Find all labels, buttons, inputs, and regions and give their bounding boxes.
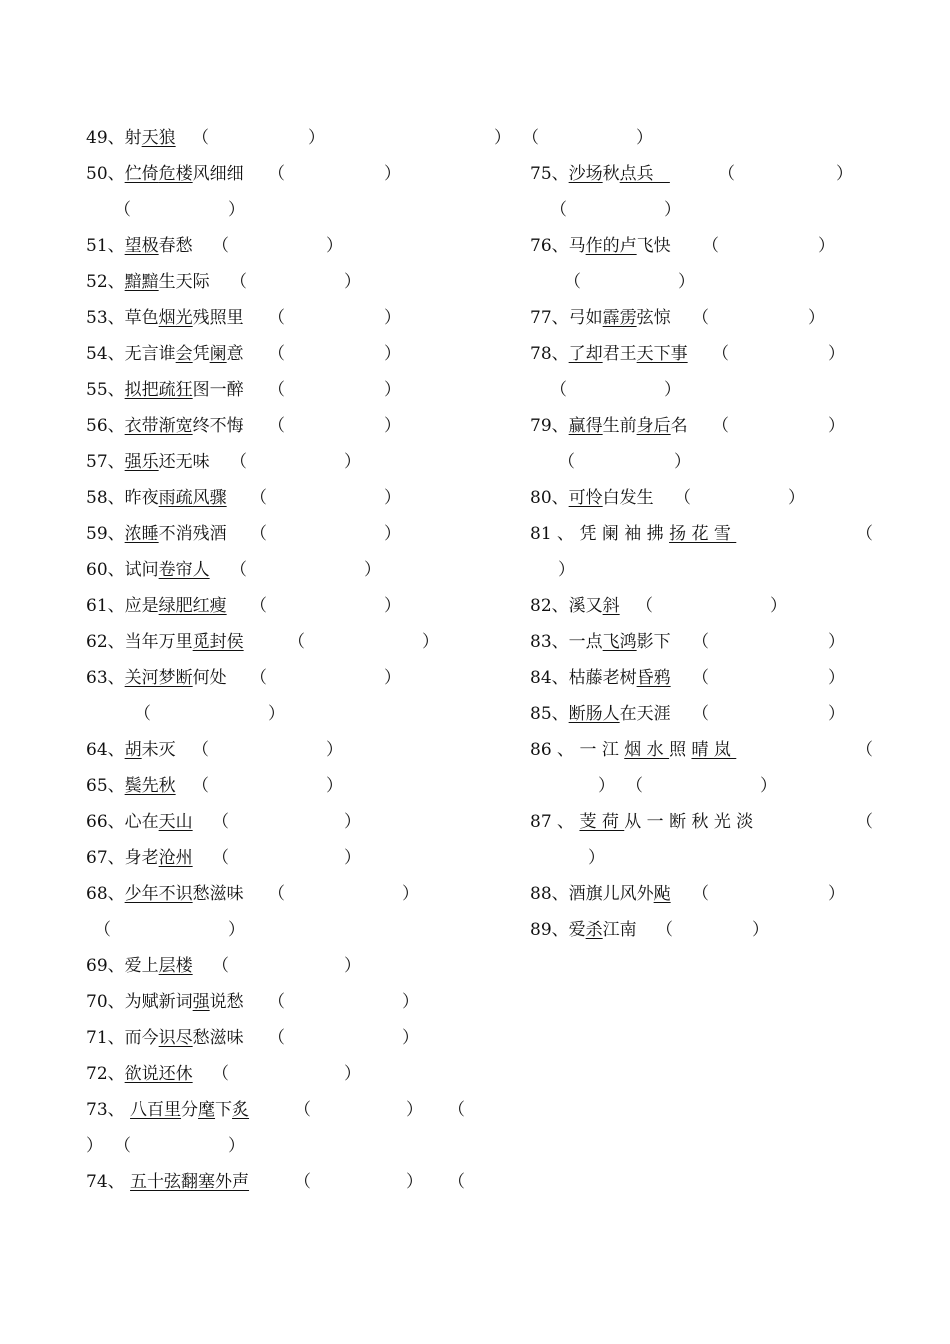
answer-blank-paren: ）	[828, 704, 845, 724]
underlined-term: 了却	[568, 344, 603, 364]
answer-blank-paren: （	[268, 884, 285, 904]
line-text: 54、无言谁	[86, 344, 176, 364]
underlined-term: 绿肥红瘦	[158, 596, 227, 616]
answer-blank-paren: ）	[384, 524, 401, 544]
line-text: 76、马	[530, 236, 586, 256]
answer-blank-paren: （	[268, 344, 285, 364]
answer-blank-paren: （	[268, 1028, 285, 1048]
exercise-line	[86, 192, 466, 228]
line-text: 67、身老	[86, 848, 159, 868]
answer-blank-paren: ）	[770, 596, 787, 616]
line-text: 82、溪又	[530, 596, 603, 616]
exercise-line	[530, 480, 870, 516]
line-text: 照	[669, 740, 692, 760]
line-text: 50、	[86, 164, 125, 184]
line-text: 名	[670, 416, 688, 436]
line-text: 74、	[86, 1172, 131, 1192]
exercise-line	[530, 768, 870, 804]
line-text: 83、一点	[530, 632, 603, 652]
answer-blank-paren: （	[636, 596, 653, 616]
answer-blank-paren: ）	[364, 560, 381, 580]
answer-blank-paren: （	[114, 1136, 131, 1156]
answer-blank-paren: （	[692, 884, 709, 904]
answer-blank-paren: （	[692, 668, 709, 688]
line-text: 分	[181, 1100, 199, 1120]
underlined-term: 昏鸦	[636, 668, 671, 688]
underlined-term: 胡	[124, 740, 142, 760]
answer-blank-paren: ）	[828, 344, 845, 364]
answer-blank-paren: （	[626, 776, 643, 796]
exercise-line	[530, 696, 870, 732]
underlined-term: 沧州	[158, 848, 193, 868]
line-text: 凭	[192, 344, 210, 364]
underlined-term: 晴 岚	[691, 740, 737, 760]
answer-blank-paren: ）	[344, 1064, 361, 1084]
underlined-term: 伫倚	[124, 164, 159, 184]
exercise-line	[86, 588, 466, 624]
exercise-line	[530, 732, 873, 768]
answer-blank-paren: ）	[558, 560, 575, 580]
underlined-term: 天下事	[636, 344, 688, 364]
underlined-term: 断肠人	[568, 704, 620, 724]
underlined-term: 拟把疏狂	[124, 380, 193, 400]
answer-blank-paren: ）	[674, 452, 691, 472]
exercise-line	[86, 1128, 466, 1164]
answer-blank-paren: （	[230, 452, 247, 472]
underlined-term: 雨疏风骤	[158, 488, 227, 508]
answer-blank-paren: （	[856, 812, 873, 832]
line-text: 58、昨夜	[86, 488, 159, 508]
answer-blank-paren: ）	[384, 416, 401, 436]
line-text: 君王	[602, 344, 637, 364]
line-text: 愁滋味	[192, 1028, 244, 1048]
answer-blank-paren: （	[212, 236, 229, 256]
underlined-term: 觅封侯	[192, 632, 244, 652]
line-text: 85、	[530, 704, 569, 724]
answer-blank-paren: （	[674, 488, 691, 508]
answer-blank-paren: ）	[588, 848, 605, 868]
line-text: 秋	[602, 164, 620, 184]
line-text: 57、	[86, 452, 125, 472]
underlined-term: 天狼	[141, 128, 176, 148]
underlined-term: 芰 荷	[579, 812, 625, 832]
line-text: 61、应是	[86, 596, 159, 616]
answer-blank-paren: ）	[402, 992, 419, 1012]
answer-blank-paren: （	[294, 1100, 311, 1120]
answer-blank-paren: ）	[384, 488, 401, 508]
right-column	[494, 120, 873, 948]
answer-blank-paren: （	[268, 416, 285, 436]
exercise-line	[86, 732, 466, 768]
answer-blank-paren: （	[856, 740, 873, 760]
answer-blank-paren: （	[856, 524, 873, 544]
line-text: 75、	[530, 164, 569, 184]
line-text: 江南	[602, 920, 637, 940]
line-text: 51、	[86, 236, 125, 256]
underlined-term: 杀	[585, 920, 603, 940]
exercise-line	[530, 804, 873, 840]
line-text: 88、酒旗儿风外	[530, 884, 654, 904]
exercise-line	[86, 120, 466, 156]
exercise-line	[530, 264, 870, 300]
exercise-line	[530, 516, 873, 552]
exercise-line	[530, 552, 870, 588]
line-text: 生天际	[158, 272, 210, 292]
underlined-term: 赢得	[568, 416, 603, 436]
answer-blank-paren: （	[212, 812, 229, 832]
line-text: 72、	[86, 1064, 125, 1084]
answer-blank-paren: ）	[752, 920, 769, 940]
answer-blank-paren: （	[134, 704, 151, 724]
left-column	[86, 120, 466, 1200]
line-text: 春愁	[158, 236, 193, 256]
line-text: 弦惊	[636, 308, 671, 328]
answer-blank-paren: ）	[228, 200, 245, 220]
line-text: 56、	[86, 416, 125, 436]
exercise-line	[86, 156, 466, 192]
underlined-term: 望极	[124, 236, 159, 256]
line-text: 飞快	[636, 236, 671, 256]
answer-blank-paren: ）	[828, 632, 845, 652]
underlined-term: 衣带渐宽	[124, 416, 193, 436]
line-text: 残照里	[192, 308, 244, 328]
line-text: 生前	[602, 416, 637, 436]
underlined-term: 可怜	[568, 488, 603, 508]
exercise-line	[86, 228, 466, 264]
underlined-term: 身后	[636, 416, 671, 436]
answer-blank-paren: （	[718, 164, 735, 184]
line-text: 52、	[86, 272, 125, 292]
exercise-line	[86, 264, 466, 300]
exercise-line	[86, 840, 466, 876]
line-text: 53、草色	[86, 308, 159, 328]
underlined-term: 少年不识	[124, 884, 193, 904]
line-text: 71、而今	[86, 1028, 159, 1048]
line-text: 说愁	[209, 992, 244, 1012]
exercise-line	[86, 480, 466, 516]
answer-blank-paren: ）	[326, 740, 343, 760]
answer-blank-paren: ）	[808, 308, 825, 328]
underlined-term: 卷帘人	[158, 560, 210, 580]
underlined-term: 烟光	[158, 308, 193, 328]
answer-blank-paren: ）	[326, 776, 343, 796]
underlined-term: 炙	[232, 1100, 250, 1120]
answer-blank-paren: （	[712, 344, 729, 364]
exercise-line	[86, 372, 466, 408]
answer-blank-paren: ）	[268, 704, 285, 724]
underlined-term: 飞鸿	[602, 632, 637, 652]
line-text: 还无味	[158, 452, 210, 472]
underlined-term: 会	[175, 344, 193, 364]
exercise-line	[530, 156, 870, 192]
answer-blank-paren: ）	[384, 308, 401, 328]
answer-blank-paren: （	[250, 524, 267, 544]
underlined-term: 浓睡	[124, 524, 159, 544]
line-text: 70、为赋新词	[86, 992, 193, 1012]
line-text: 风细细	[192, 164, 244, 184]
answer-blank-paren: ）	[406, 1100, 423, 1120]
answer-blank-paren: ）	[636, 128, 653, 148]
line-text: 66、心在	[86, 812, 159, 832]
exercise-line	[86, 1056, 466, 1092]
exercise-line	[530, 912, 870, 948]
exercise-line	[530, 876, 870, 912]
line-text: 下	[215, 1100, 233, 1120]
exercise-line	[86, 444, 466, 480]
answer-blank-paren: （	[212, 848, 229, 868]
line-text: 69、爱上	[86, 956, 159, 976]
underlined-term: 层楼	[158, 956, 193, 976]
exercise-line	[86, 552, 466, 588]
underlined-term: 霹雳	[602, 308, 637, 328]
line-text: 79、	[530, 416, 569, 436]
line-text: 白发生	[602, 488, 654, 508]
exercise-line	[86, 876, 466, 912]
answer-blank-paren: ）	[598, 776, 615, 796]
exercise-line	[530, 408, 870, 444]
answer-blank-paren: ）	[828, 416, 845, 436]
answer-blank-paren: ）	[828, 668, 845, 688]
underlined-term: 欲说还休	[124, 1064, 193, 1084]
line-text: 65、	[86, 776, 125, 796]
underlined-term: 飐	[653, 884, 671, 904]
answer-blank-paren: ）	[828, 884, 845, 904]
exercise-line	[86, 804, 466, 840]
line-text: 59、	[86, 524, 125, 544]
answer-blank-paren: （	[250, 668, 267, 688]
answer-blank-paren: （	[692, 632, 709, 652]
line-text: 49、射	[86, 128, 142, 148]
answer-blank-paren: （	[192, 740, 209, 760]
exercise-line	[86, 336, 466, 372]
underlined-term: 强	[192, 992, 210, 1012]
line-text: 64、	[86, 740, 125, 760]
answer-blank-paren: （	[250, 596, 267, 616]
exercise-line	[530, 228, 870, 264]
answer-blank-paren: ）	[788, 488, 805, 508]
answer-blank-paren: ）	[384, 344, 401, 364]
answer-blank-paren: （	[522, 128, 539, 148]
answer-blank-paren: ）	[384, 380, 401, 400]
line-text: 影下	[636, 632, 671, 652]
answer-blank-paren: ）	[664, 200, 681, 220]
underlined-term: 八百里	[130, 1100, 182, 1120]
answer-blank-paren: （	[212, 956, 229, 976]
underlined-term: 沙场	[568, 164, 603, 184]
exercise-line	[530, 192, 870, 228]
exercise-line	[530, 372, 870, 408]
line-text: 73、	[86, 1100, 131, 1120]
line-text: 62、当年万里	[86, 632, 193, 652]
exercise-line	[86, 948, 466, 984]
line-text: 60、试问	[86, 560, 159, 580]
underlined-term: 点兵	[619, 164, 670, 184]
answer-blank-paren: ）	[760, 776, 777, 796]
underlined-term: 强乐	[124, 452, 159, 472]
answer-blank-paren: （	[550, 380, 567, 400]
answer-blank-paren: （	[268, 164, 285, 184]
answer-blank-paren: （	[294, 1172, 311, 1192]
answer-blank-paren: （	[192, 776, 209, 796]
underlined-term: 识尽	[158, 1028, 193, 1048]
answer-blank-paren: ）	[344, 272, 361, 292]
line-text: 86 、 一 江	[530, 740, 625, 760]
line-text: 89、爱	[530, 920, 586, 940]
underlined-term: 麾	[198, 1100, 216, 1120]
line-text: 终不悔	[192, 416, 244, 436]
answer-blank-paren: （	[268, 308, 285, 328]
answer-blank-paren: （	[230, 272, 247, 292]
exercise-line	[530, 624, 870, 660]
answer-blank-paren: （	[564, 272, 581, 292]
answer-blank-paren: （	[448, 1172, 465, 1192]
line-text: 何处	[192, 668, 227, 688]
line-text: 不消残酒	[158, 524, 227, 544]
answer-blank-paren: （	[212, 1064, 229, 1084]
exercise-line	[86, 912, 466, 948]
underlined-term: 黯黯	[124, 272, 159, 292]
answer-blank-paren: ）	[664, 380, 681, 400]
exercise-line	[86, 408, 466, 444]
line-text: 84、枯藤老树	[530, 668, 637, 688]
exercise-line	[86, 1020, 466, 1056]
answer-blank-paren: ）	[228, 920, 245, 940]
underlined-term: 五十弦翻塞外声	[130, 1172, 250, 1192]
answer-blank-paren: ）	[228, 1136, 245, 1156]
answer-blank-paren: （	[268, 380, 285, 400]
exercise-line	[86, 1092, 466, 1128]
answer-blank-paren: ）	[406, 1172, 423, 1192]
answer-blank-paren: （	[448, 1100, 465, 1120]
exercise-line	[86, 660, 466, 696]
exercise-line	[530, 588, 870, 624]
exercise-line	[86, 1164, 466, 1200]
exercise-line	[86, 624, 466, 660]
answer-blank-paren: （	[230, 560, 247, 580]
answer-blank-paren: （	[550, 200, 567, 220]
line-text: 55、	[86, 380, 125, 400]
answer-blank-paren: ）	[308, 128, 325, 148]
exercise-line	[494, 120, 870, 156]
exercise-line	[530, 336, 870, 372]
underlined-term: 鬓先秋	[124, 776, 176, 796]
answer-blank-paren: ）	[344, 452, 361, 472]
answer-blank-paren: ）	[384, 668, 401, 688]
answer-blank-paren: （	[702, 236, 719, 256]
exercise-line	[86, 516, 466, 552]
answer-blank-paren: ）	[402, 1028, 419, 1048]
answer-blank-paren: （	[692, 308, 709, 328]
line-text: 80、	[530, 488, 569, 508]
answer-blank-paren: （	[114, 200, 131, 220]
answer-blank-paren: （	[656, 920, 673, 940]
line-text: 愁滋味	[192, 884, 244, 904]
answer-blank-paren: ）	[494, 128, 511, 148]
line-text: 81 、 凭 阑 袖 拂	[530, 524, 670, 544]
line-text: 63、	[86, 668, 125, 688]
exercise-line	[86, 696, 466, 732]
line-text: 未灭	[141, 740, 176, 760]
answer-blank-paren: ）	[678, 272, 695, 292]
answer-blank-paren: ）	[326, 236, 343, 256]
underlined-term: 烟 水	[624, 740, 670, 760]
line-text: 78、	[530, 344, 569, 364]
exercise-line	[86, 984, 466, 1020]
answer-blank-paren: ）	[344, 812, 361, 832]
exercise-line	[86, 300, 466, 336]
line-text: 在天涯	[619, 704, 671, 724]
answer-blank-paren: ）	[384, 596, 401, 616]
underlined-term: 关河梦断	[124, 668, 193, 688]
answer-blank-paren: ）	[86, 1136, 103, 1156]
answer-blank-paren: ）	[836, 164, 853, 184]
underlined-term: 天山	[158, 812, 193, 832]
answer-blank-paren: ）	[344, 848, 361, 868]
answer-blank-paren: ）	[818, 236, 835, 256]
answer-blank-paren: ）	[344, 956, 361, 976]
line-text: 从 一 断 秋 光 淡	[624, 812, 754, 832]
answer-blank-paren: ）	[422, 632, 439, 652]
line-text: 87 、	[530, 812, 580, 832]
exercise-line	[86, 768, 466, 804]
answer-blank-paren: （	[288, 632, 305, 652]
exercise-line	[530, 444, 870, 480]
answer-blank-paren: （	[250, 488, 267, 508]
answer-blank-paren: （	[192, 128, 209, 148]
exercise-line	[530, 840, 870, 876]
answer-blank-paren: （	[558, 452, 575, 472]
underlined-term: 斜	[602, 596, 620, 616]
line-text: 77、弓如	[530, 308, 603, 328]
answer-blank-paren: （	[712, 416, 729, 436]
underlined-term: 危楼	[158, 164, 193, 184]
answer-blank-paren: （	[692, 704, 709, 724]
answer-blank-paren: ）	[402, 884, 419, 904]
answer-blank-paren: （	[268, 992, 285, 1012]
exercise-line	[530, 660, 870, 696]
answer-blank-paren: （	[94, 920, 111, 940]
exercise-line	[530, 300, 870, 336]
answer-blank-paren: ）	[384, 164, 401, 184]
line-text: 68、	[86, 884, 125, 904]
line-text: 图一醉	[192, 380, 244, 400]
underlined-term: 作的卢	[585, 236, 637, 256]
underlined-term: 扬 花 雪	[669, 524, 737, 544]
underlined-term: 阑	[209, 344, 227, 364]
line-text: 意	[226, 344, 244, 364]
